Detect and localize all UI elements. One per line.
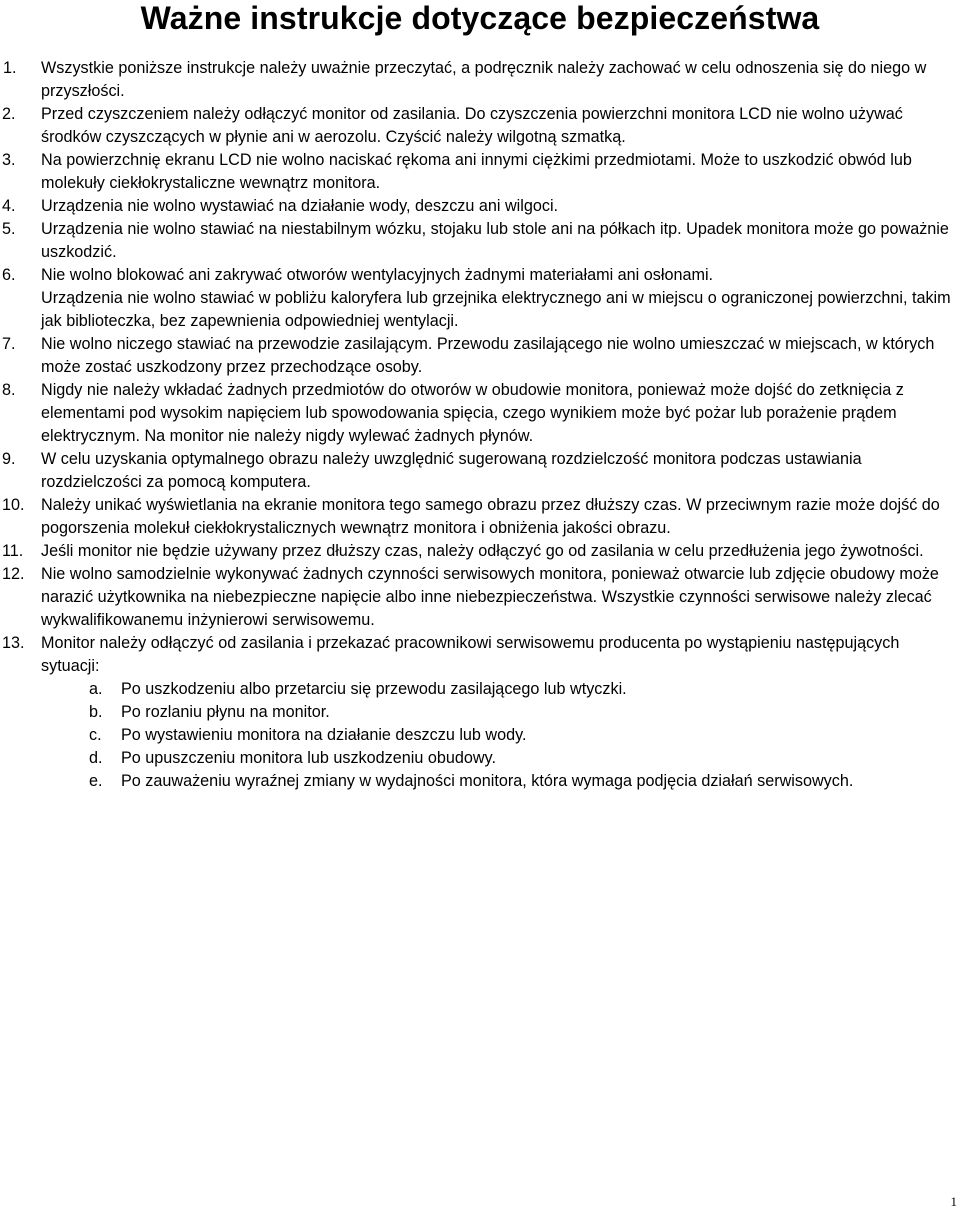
item-text: Nie wolno niczego stawiać na przewodzie zasilającym. Przewodu zasilającego nie wolno umieszczać w miejscach, w których może zostać uszkodzony przez przechodzące osoby.: [41, 335, 935, 376]
item-body: [41, 448, 959, 494]
item-body: [41, 632, 959, 793]
item-body: [41, 264, 959, 333]
sub-item-letter: d.: [89, 749, 103, 767]
sub-item-text: Po uszkodzeniu albo przetarciu się przewodu zasilającego lub wtyczki.: [121, 680, 627, 698]
sub-item: [41, 770, 959, 793]
sub-item-letter: a.: [89, 680, 103, 698]
item-number: 9.: [2, 450, 16, 468]
sub-item-letter: e.: [89, 772, 103, 790]
item-number: 10.: [2, 496, 25, 514]
item-text: Na powierzchnię ekranu LCD nie wolno naciskać rękoma ani innymi ciężkimi przedmiotami. Może to uszkodzić obwód lub molekuły ciekłokrystaliczne wewnątrz monitora.: [41, 151, 912, 192]
instruction-item: [0, 57, 960, 103]
instruction-item: [0, 149, 960, 195]
item-number: 6.: [2, 266, 16, 284]
page-title: Ważne instrukcje dotyczące bezpieczeństwa: [140, 0, 820, 36]
item-text: Nigdy nie należy wkładać żadnych przedmiotów do otworów w obudowie monitora, ponieważ może dojść do zetknięcia z elementami pod wysokim napięciem lub spowodowania spięcia, czego wynikiem może być pożar lub porażenie prądem elektrycznym. Na monitor nie należy nigdy wylewać żadnych płynów.: [41, 381, 904, 445]
item-text: Nie wolno blokować ani zakrywać otworów wentylacyjnych żadnymi materiałami ani osłonami.: [41, 266, 714, 284]
item-number: 7.: [2, 335, 16, 353]
item-text: Wszystkie poniższe instrukcje należy uważnie przeczytać, a podręcznik należy zachować w celu odnoszenia się do niego w przyszłości.: [41, 59, 927, 100]
item-number: 4.: [2, 197, 16, 215]
sub-item: [41, 724, 959, 747]
sub-item-text: Po zauważeniu wyraźnej zmiany w wydajności monitora, która wymaga podjęcia działań serwisowych.: [121, 772, 854, 790]
item-body: [41, 540, 959, 563]
instruction-item: [0, 632, 960, 793]
item-body: [41, 195, 959, 218]
item-body: [41, 379, 959, 448]
instruction-list: [0, 57, 960, 793]
item-number: 2.: [2, 105, 16, 123]
page-number: 1: [950, 1194, 957, 1209]
item-number: 1.: [3, 59, 17, 77]
sub-item-text: Po rozlaniu płynu na monitor.: [121, 703, 330, 721]
item-text: Jeśli monitor nie będzie używany przez dłuższy czas, należy odłączyć go od zasilania w celu przedłużenia jego żywotności.: [41, 542, 924, 560]
item-text: Urządzenia nie wolno stawiać na niestabilnym wózku, stojaku lub stole ani na półkach itp. Upadek monitora może go poważnie uszkodzić.: [41, 220, 949, 261]
sub-item-letter: c.: [89, 726, 102, 744]
sub-item: [41, 747, 959, 770]
instruction-item: [0, 494, 960, 540]
item-text: Nie wolno samodzielnie wykonywać żadnych czynności serwisowych monitora, ponieważ otwarcie lub zdjęcie obudowy może narazić użytkownika na niebezpieczne napięcie albo inne niebezpieczeństwa. Wszystkie czynności serwisowe należy zlecać wykwalifikowanemu inżynierowi serwisowemu.: [41, 565, 939, 629]
item-number: 12.: [2, 565, 25, 583]
sub-item-letter: b.: [89, 703, 103, 721]
item-text: Urządzenia nie wolno wystawiać na działanie wody, deszczu ani wilgoci.: [41, 197, 559, 215]
item-text: Należy unikać wyświetlania na ekranie monitora tego samego obrazu przez dłuższy czas. W przeciwnym razie może dojść do pogorszenia molekuł ciekłokrystalicznych wewnątrz monitora i obniżenia jakości obrazu.: [41, 496, 940, 537]
item-body: [41, 57, 959, 103]
sub-item: [41, 701, 959, 724]
item-text: Monitor należy odłączyć od zasilania i przekazać pracownikowi serwisowemu producenta po wystąpieniu następujących sytuacji:: [41, 634, 900, 675]
sub-item: [41, 678, 959, 701]
instruction-item: [0, 333, 960, 379]
sub-item-text: Po upuszczeniu monitora lub uszkodzeniu obudowy.: [121, 749, 496, 767]
sub-list: [41, 678, 959, 793]
item-body: [41, 149, 959, 195]
instruction-item: [0, 540, 960, 563]
item-body: [41, 494, 959, 540]
item-number: 8.: [2, 381, 16, 399]
item-body: [41, 333, 959, 379]
item-body: [41, 103, 959, 149]
item-text: W celu uzyskania optymalnego obrazu należy uwzględnić sugerowaną rozdzielczość monitora podczas ustawiania rozdzielczości za pomocą komputera.: [41, 450, 862, 491]
instruction-item: [0, 218, 960, 264]
instruction-item: [0, 563, 960, 632]
instruction-item: [0, 195, 960, 218]
item-text: Urządzenia nie wolno stawiać w pobliżu kaloryfera lub grzejnika elektrycznego ani w miejscu o ograniczonej powierzchni, takim jak biblioteczka, bez zapewnienia odpowiedniej wentylacji.: [41, 289, 951, 330]
item-number: 11.: [2, 542, 24, 560]
item-text: Przed czyszczeniem należy odłączyć monitor od zasilania. Do czyszczenia powierzchni monitora LCD nie wolno używać środków czyszczących w płynie ani w aerozolu. Czyścić należy wilgotną szmatką.: [41, 105, 903, 146]
instruction-item: [0, 379, 960, 448]
item-body: [41, 218, 959, 264]
item-number: 3.: [2, 151, 16, 169]
instruction-item: [0, 103, 960, 149]
item-number: 5.: [2, 220, 16, 238]
instruction-item: [0, 264, 960, 333]
item-number: 13.: [2, 634, 25, 652]
instruction-item: [0, 448, 960, 494]
item-body: [41, 563, 959, 632]
sub-item-text: Po wystawieniu monitora na działanie deszczu lub wody.: [121, 726, 527, 744]
